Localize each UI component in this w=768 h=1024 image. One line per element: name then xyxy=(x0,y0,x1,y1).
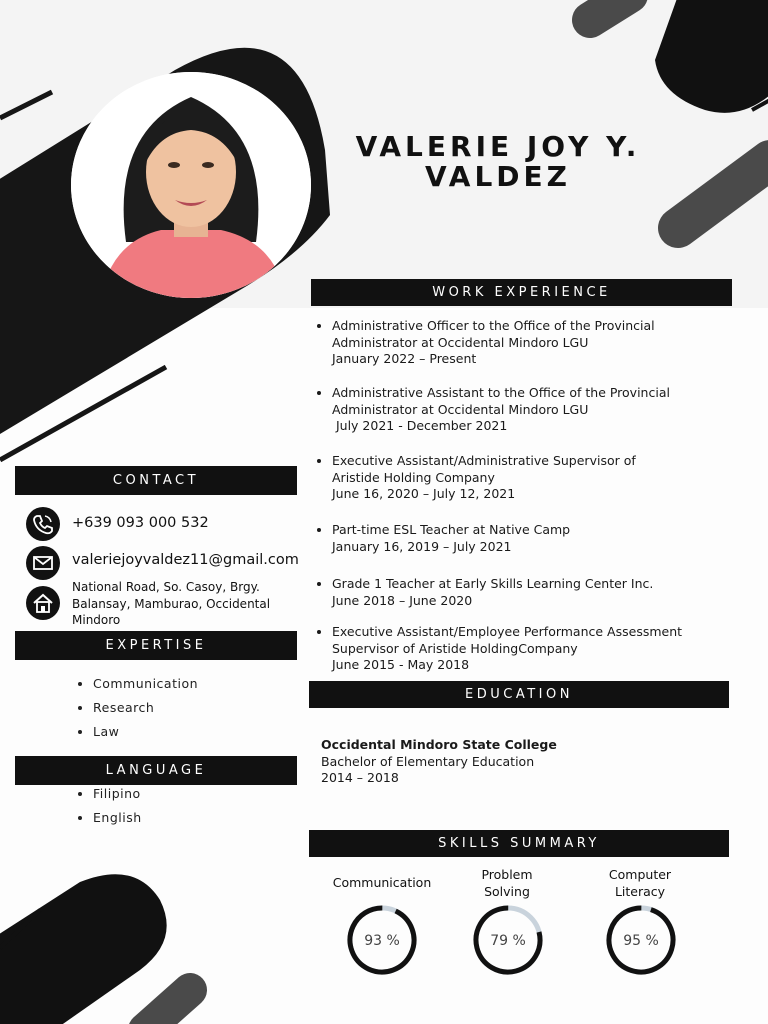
list-item: • Communication xyxy=(93,672,198,696)
gauge-value: 95 % xyxy=(623,933,659,949)
candidate-name xyxy=(318,132,678,192)
work-org: Aristide Holding Company xyxy=(332,469,495,485)
work-dates: January 16, 2019 – July 2021 xyxy=(332,538,512,554)
education-heading: EDUCATION xyxy=(309,681,729,708)
list-item: • English xyxy=(93,806,142,830)
skill-label-line: Literacy xyxy=(614,884,666,899)
profile-photo xyxy=(71,72,311,298)
skill-label-communication xyxy=(327,874,437,891)
avatar xyxy=(71,72,311,298)
degree: Bachelor of Elementary Education xyxy=(321,753,535,769)
gauge-value: 93 % xyxy=(364,933,400,949)
skill-label-computer-literacy xyxy=(585,866,695,900)
email-address[interactable]: valeriejoyvaldez11@gmail.com xyxy=(72,552,299,568)
skill-label-line: Problem xyxy=(481,867,533,882)
name-line-1: VALERIE JOY Y. xyxy=(355,130,641,163)
skill-gauge-communication xyxy=(346,904,418,976)
contact-heading: CONTACT xyxy=(15,466,297,495)
school-name: Occidental Mindoro State College xyxy=(321,737,557,752)
language-heading: LANGUAGE xyxy=(15,756,297,785)
gauge-value: 79 % xyxy=(490,933,526,949)
skill-label-line: Solving xyxy=(484,884,530,899)
skills-summary-heading: SKILLS SUMMARY xyxy=(309,830,729,857)
work-title: • Part-time ESL Teacher at Native Camp xyxy=(332,522,571,537)
work-dates: June 16, 2020 – July 12, 2021 xyxy=(332,486,516,501)
work-title: • Administrative Officer to the Office of the Provincial xyxy=(332,318,655,333)
mail-icon xyxy=(26,546,60,580)
work-title: • Executive Assistant/Employee Performance Assessment xyxy=(332,624,683,639)
expertise-heading: EXPERTISE xyxy=(15,631,297,660)
skill-gauge-problem-solving xyxy=(472,904,544,976)
education-years: 2014 – 2018 xyxy=(321,770,399,785)
list-item: • Research xyxy=(93,696,198,720)
work-dates: June 2018 – June 2020 xyxy=(332,592,473,608)
phone-number[interactable]: +639 093 000 532 xyxy=(72,515,209,531)
work-item xyxy=(332,453,752,522)
work-org: Supervisor of Aristide HoldingCompany xyxy=(332,640,578,656)
work-item xyxy=(332,576,752,624)
skill-gauge-computer-literacy xyxy=(605,904,677,976)
skill-label-problem-solving xyxy=(452,866,562,900)
contact-phone xyxy=(26,507,306,541)
work-org: Administrator at Occidental Mindoro LGU xyxy=(332,401,589,417)
name-line-2: VALDEZ xyxy=(425,160,571,193)
language-list xyxy=(75,782,142,830)
phone-icon xyxy=(26,507,60,541)
work-dates: July 2021 - December 2021 xyxy=(332,418,508,433)
work-item xyxy=(332,385,752,453)
education-entry xyxy=(321,737,557,787)
work-item xyxy=(332,624,752,674)
work-experience-heading: WORK EXPERIENCE xyxy=(311,279,732,306)
skill-label-line: Computer xyxy=(608,867,672,882)
work-title: • Grade 1 Teacher at Early Skills Learning Center Inc. xyxy=(332,576,654,591)
expertise-list xyxy=(75,672,198,744)
work-title: • Administrative Assistant to the Office of the Provincial xyxy=(332,385,670,400)
work-title: • Executive Assistant/Administrative Supervisor of xyxy=(332,453,636,468)
contact-address xyxy=(26,580,306,636)
work-dates: January 2022 – Present xyxy=(332,351,477,366)
work-item xyxy=(332,522,752,576)
work-dates: June 2015 - May 2018 xyxy=(332,657,470,672)
home-icon xyxy=(26,586,60,620)
address: National Road, So. Casoy, Brgy. Balansay, Mamburao, Occidental Mindoro xyxy=(72,580,271,627)
list-item: • Law xyxy=(93,720,198,744)
contact-email xyxy=(26,546,306,580)
work-experience-list xyxy=(314,318,752,674)
skill-label-line: Communication xyxy=(332,875,432,890)
work-org: Administrator at Occidental Mindoro LGU xyxy=(332,334,589,350)
list-item: • Filipino xyxy=(93,782,142,806)
work-item xyxy=(332,318,752,385)
